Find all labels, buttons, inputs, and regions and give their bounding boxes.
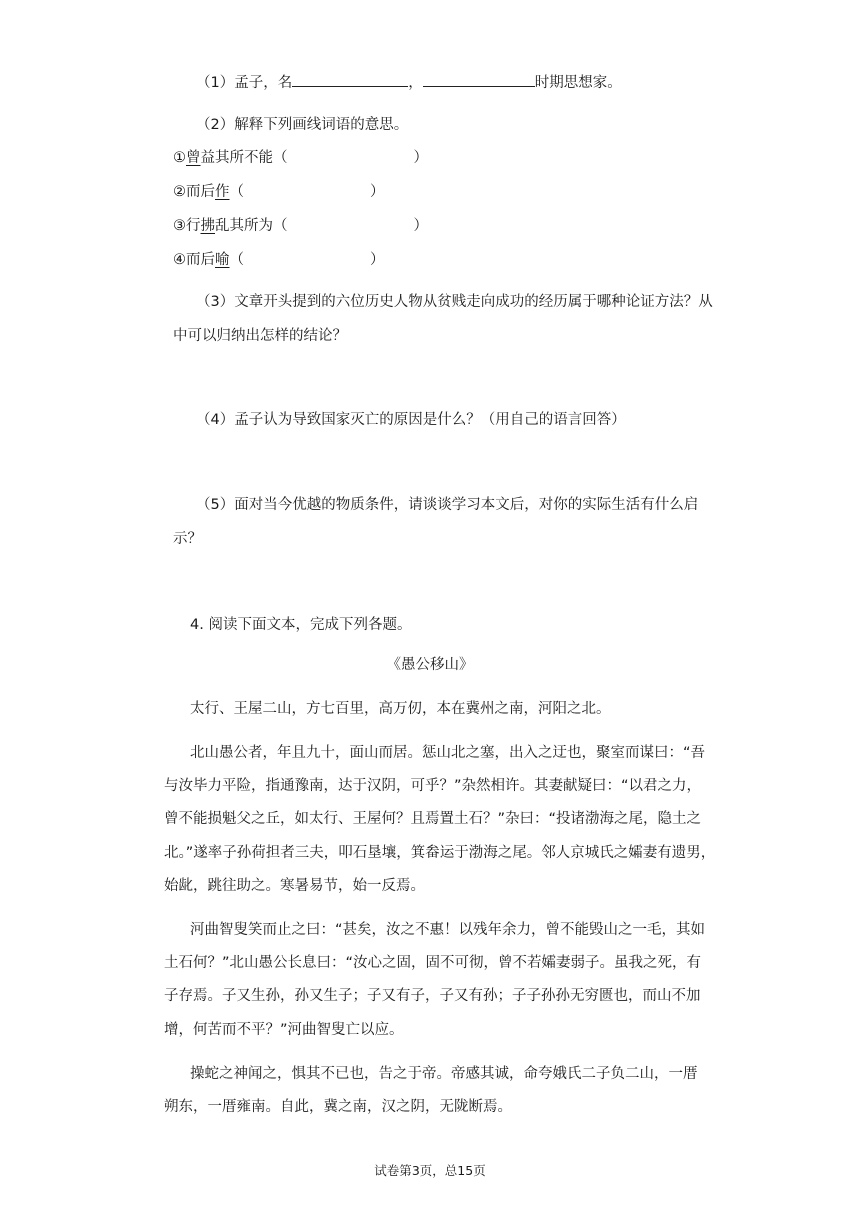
q3-1-prefix: （1）孟子，名 — [196, 75, 293, 91]
question-3-part-3-line-1: （3）文章开头提到的六位历史人物从贫贱走向成功的经历属于哪种论证方法？从 — [196, 294, 713, 310]
item-3-underlined-word: 拂 — [200, 218, 215, 234]
question-3-part-1 — [196, 72, 622, 93]
passage-paragraph-4-line-1: 操蛇之神闻之，惧其不已也，告之于帝。帝感其诚，命夸娥氏二子负二山，一厝 — [190, 1066, 698, 1082]
answer-blank-period[interactable] — [423, 72, 535, 87]
passage-paragraph-3-line-1: 河曲智叟笑而止之曰：“甚矣，汝之不惠！以残年余力，曾不能毁山之一毛，其如 — [190, 922, 706, 938]
passage-paragraph-2-line-4: 北。”遂率子孙荷担者三夫，叩石垦壤，箕畚运于渤海之尾。邻人京城氏之孀妻有遗男， — [164, 845, 716, 861]
item-3-prefix: ③行 — [173, 218, 201, 234]
item-2-underlined-word: 作 — [215, 184, 230, 200]
question-3-part-5-line-1: （5）面对当今优越的物质条件，请谈谈学习本文后，对你的实际生活有什么启 — [196, 497, 699, 513]
page-footer — [0, 1161, 860, 1181]
item-3-close: ） — [413, 218, 428, 234]
question-3-part-2-prompt: （2）解释下列画线词语的意思。 — [196, 117, 409, 133]
footer-middle: 页，总 — [419, 1163, 458, 1178]
question-3-part-3-line-2: 中可以归纳出怎样的结论？ — [173, 328, 347, 344]
answer-blank-name[interactable] — [292, 72, 408, 87]
q3-2-item-2 — [173, 182, 385, 202]
passage-paragraph-1: 太行、王屋二山，方七百里，高万仞，本在冀州之南，河阳之北。 — [190, 701, 611, 717]
item-4-close: ） — [370, 252, 385, 268]
item-1-underlined-word: 曾 — [186, 150, 201, 166]
answer-area-part-5[interactable] — [173, 555, 733, 607]
item-4-underlined-word: 喻 — [215, 252, 230, 268]
passage-paragraph-3-line-2: 土石何？”北山愚公长息曰：“汝心之固，固不可彻，曾不若孀妻弱子。虽我之死，有 — [164, 955, 702, 971]
item-2-prefix: ②而后 — [173, 184, 215, 200]
q3-1-comma: ， — [408, 75, 423, 91]
passage-title: 《愚公移山》 — [386, 657, 474, 673]
item-4-prefix: ④而后 — [173, 252, 215, 268]
passage-paragraph-3-line-3: 子存焉。子又生孙，孙又生子；子又有子，子又有孙；子子孙孙无穷匮也，而山不加 — [164, 988, 701, 1004]
answer-area-part-4[interactable] — [173, 436, 733, 488]
item-3-text: 乱其所为（ — [215, 218, 288, 234]
item-1-prefix: ① — [173, 150, 186, 166]
passage-paragraph-4-line-2: 朔东，一厝雍南。自此，冀之南，汉之阴，无陇断焉。 — [164, 1099, 512, 1115]
item-2-close: ） — [370, 184, 385, 200]
passage-paragraph-2-line-5: 始龀，跳往助之。寒暑易节，始一反焉。 — [164, 878, 425, 894]
question-3-part-5-line-2: 示？ — [173, 531, 202, 547]
passage-paragraph-3-line-4: 增，何苦而不平？”河曲智叟亡以应。 — [164, 1022, 404, 1038]
q3-2-item-3 — [173, 216, 428, 236]
question-3-part-4: （4）孟子认为导致国家灭亡的原因是什么？（用自己的语言回答） — [196, 412, 626, 428]
q3-2-item-4 — [173, 250, 385, 270]
item-1-close: ） — [413, 150, 428, 166]
q3-2-item-1 — [173, 148, 428, 168]
footer-suffix: 页 — [473, 1163, 486, 1178]
item-2-text: （ — [229, 184, 244, 200]
q3-1-suffix: 时期思想家。 — [534, 75, 622, 91]
footer-page-number: 3 — [411, 1163, 420, 1178]
answer-area-part-3[interactable] — [173, 352, 733, 404]
item-4-text: （ — [229, 252, 244, 268]
item-1-text: 益其所不能（ — [200, 150, 288, 166]
footer-total-pages: 15 — [457, 1163, 474, 1178]
question-4-heading: 4. 阅读下面文本，完成下列各题。 — [190, 617, 412, 633]
passage-paragraph-2-line-2: 与汝毕力平险，指通豫南，达于汉阴，可乎？”杂然相许。其妻献疑曰：“以君之力， — [164, 778, 702, 794]
passage-paragraph-2-line-3: 曾不能损魁父之丘，如太行、王屋何？且焉置土石？”杂曰：“投诸渤海之尾，隐土之 — [164, 811, 702, 827]
passage-paragraph-2-line-1: 北山愚公者，年且九十，面山而居。惩山北之塞，出入之迂也，聚室而谋曰：“吾 — [190, 745, 706, 761]
footer-prefix: 试卷第 — [374, 1163, 412, 1178]
